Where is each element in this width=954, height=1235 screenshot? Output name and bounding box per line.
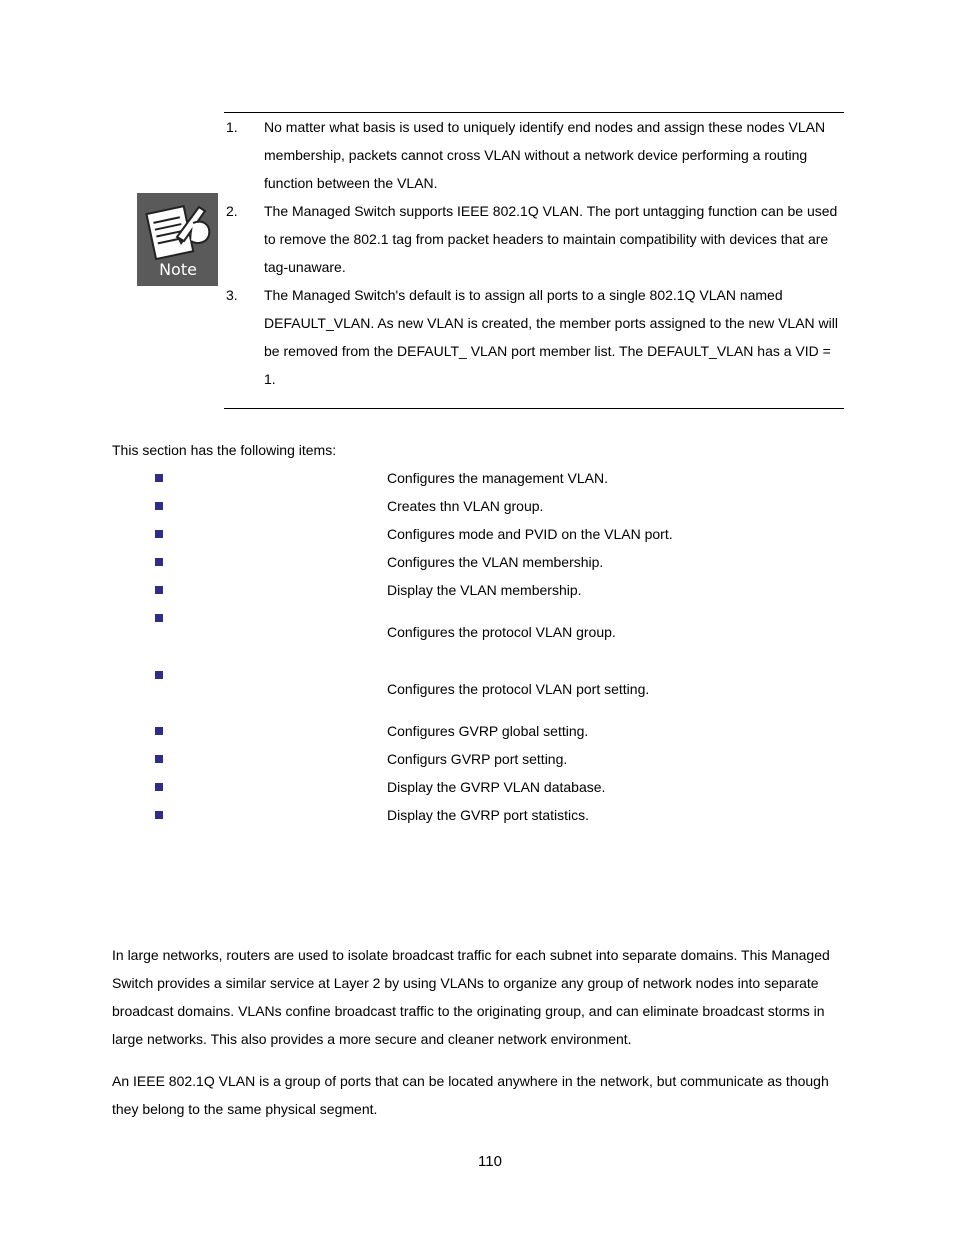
section-intro: This section has the following items: [112,442,337,458]
note-item [226,197,844,281]
page-number: 110 [478,1153,502,1170]
square-bullet-icon [155,530,163,538]
item-description: Configures the protocol VLAN group. [387,624,616,640]
note-list [226,113,844,393]
note-item-number: 2. [226,203,238,219]
note-item-number: 3. [226,287,238,303]
square-bullet-icon [155,586,163,594]
note-item-text: The Managed Switch's default is to assign all ports to a single 802.1Q VLAN named DEFAULT_VLAN. As new VLAN is created, the member ports assigned to the new VLAN will be removed from the DEFAULT_ VLAN port member list. The DEFAULT_VLAN has a VID = 1. [264,287,838,387]
square-bullet-icon [155,671,163,679]
square-bullet-icon [155,614,163,622]
body-paragraph: In large networks, routers are used to isolate broadcast traffic for each subnet into separate domains. This Managed Switch provides a similar service at Layer 2 by using VLANs to organize any group of network nodes into separate broadcast domains. VLANs confine broadcast traffic to the originating group, and can eliminate broadcast storms in large networks. This also provides a more secure and cleaner network environment. [112,947,830,1047]
note-bottom-rule [224,408,844,409]
item-description: Configures GVRP global setting. [387,723,589,739]
svg-text:Note: Note [159,260,197,279]
note-item [226,281,844,393]
item-description: Display the GVRP port statistics. [387,807,590,823]
square-bullet-icon [155,502,163,510]
item-description: Configures the management VLAN. [387,470,609,486]
note-icon [137,193,218,286]
square-bullet-icon [155,783,163,791]
note-item-number: 1. [226,119,238,135]
item-description: Creates thn VLAN group. [387,498,544,514]
square-bullet-icon [155,811,163,819]
square-bullet-icon [155,474,163,482]
note-item-text: The Managed Switch supports IEEE 802.1Q VLAN. The port untagging function can be used to remove the 802.1 tag from packet headers to maintain compatibility with devices that are tag-unaware. [264,203,838,275]
item-description: Display the VLAN membership. [387,582,582,598]
note-item-text: No matter what basis is used to uniquely identify end nodes and assign these nodes VLAN membership, packets cannot cross VLAN without a network device performing a routing function between the VLAN. [264,119,826,191]
item-description: Configurs GVRP port setting. [387,751,568,767]
item-description: Configures the VLAN membership. [387,554,604,570]
item-description: Configures the protocol VLAN port setting. [387,681,650,697]
body-paragraph: An IEEE 802.1Q VLAN is a group of ports that can be located anywhere in the network, but communicate as though they belong to the same physical segment. [112,1073,829,1117]
item-description: Configures mode and PVID on the VLAN port. [387,526,673,542]
square-bullet-icon [155,755,163,763]
square-bullet-icon [155,558,163,566]
item-description: Display the GVRP VLAN database. [387,779,606,795]
square-bullet-icon [155,727,163,735]
note-item [226,113,844,197]
